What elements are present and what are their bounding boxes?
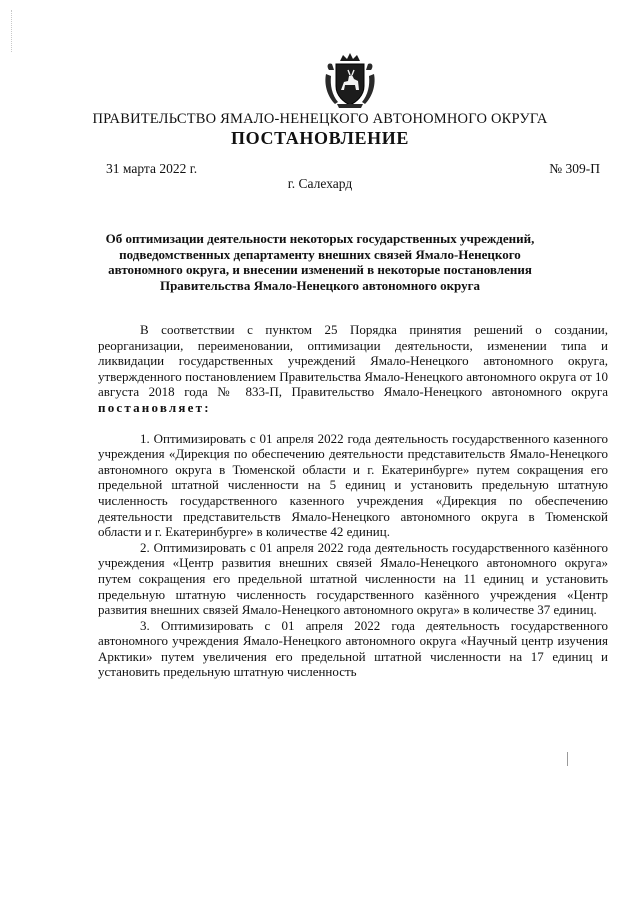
document-number: № 309-П — [549, 161, 600, 176]
resolves-phrase: постановляет: — [98, 399, 211, 415]
intro-text: В соответствии с пунктом 25 Порядка принятия решений о создании, реорганизации, переименовании, оптимизации деятельности, изменении типа и ликвидации государственных учреждений Ямало-Ненецкого автономного округа, утвержденного постановлением Правительства Ямало-Ненецкого автономного округа от 10 августа 2018 года № 833-П, Правительство Ямало-Ненецкого автономного округа — [98, 322, 608, 400]
intro-paragraph — [98, 322, 608, 416]
clause-2: 2. Оптимизировать с 01 апреля 2022 года деятельность государственного казённого учреждения «Центр развития внешних связей Ямало-Ненецкого автономного округа» путем сокращения его предельной штатной численности на 11 единиц и установить предельную штатную численность государственного казённого учреждения «Центр развития внешних связей Ямало-Ненецкого автономного округа» в количестве 37 единиц. — [98, 539, 608, 618]
clause-1: 1. Оптимизировать с 01 апреля 2022 года деятельность государственного казенного учреждения «Дирекция по обеспечению деятельности представительств Ямало-Ненецкого автономного округа в Тюменской области и г. Екатеринбурге» путем сокращения его предельной штатной численности на 5 единиц и установить предельную штатную численность государственного казенного учреждения «Дирекция по обеспечению деятельности представительств Ямало-Ненецкого автономного округа в Тюменской области и г. Екатеринбурге» в количестве 42 единиц. — [98, 430, 608, 540]
scan-margin-mark — [567, 752, 568, 766]
document-city: г. Салехард — [287, 176, 353, 191]
document-type-title: ПОСТАНОВЛЕНИЕ — [231, 128, 409, 148]
document-subject: Об оптимизации деятельности некоторых государственных учреждений, подведомственных департаменту внешних связей Ямало-Ненецкого автономного округа, и внесении изменений в некоторые постановления Правительства Ямало-Ненецкого автономного округа — [105, 231, 535, 293]
document-body — [98, 322, 608, 680]
coat-of-arms-icon — [323, 52, 377, 110]
document-date: 31 марта 2022 г. — [106, 161, 198, 176]
government-name: ПРАВИТЕЛЬСТВО ЯМАЛО-НЕНЕЦКОГО АВТОНОМНОГО ОКРУГА — [92, 111, 548, 127]
scan-margin-mark — [11, 10, 15, 52]
clause-3: 3. Оптимизировать с 01 апреля 2022 года деятельность государственного автономного учреждения Ямало-Ненецкого автономного округа «Научный центр изучения Арктики» путем увеличения его предельной штатной численности на 17 единиц и установить предельную штатную численность — [98, 617, 608, 680]
